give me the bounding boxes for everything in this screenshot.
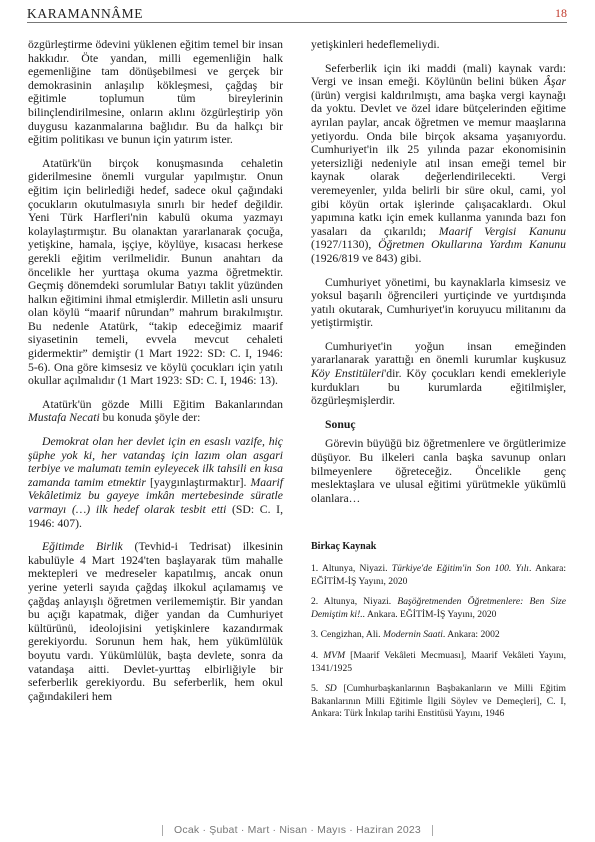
paragraph: yetişkinleri hedeflemeliydi. — [311, 38, 440, 51]
references — [311, 541, 566, 721]
references-heading: Birkaç Kaynak — [311, 541, 377, 553]
reference-item: 5. SD [Cumhurbaşkanlarının Başbakanların ve Milli Eğitim Bakanlarının Milli Eğitimle İlgili Söylev ve Demeçleri], C. I, Ankara: Türk İnkılap tarihi Enstitüsü Yayını, 1946 — [311, 683, 567, 720]
page-footer — [0, 824, 595, 836]
footer-divider — [432, 825, 433, 836]
header-rule — [27, 22, 567, 23]
left-column — [28, 38, 283, 703]
paragraph: Atatürk'ün birçok konuşmasında cehaletin giderilmesine önemli vurgular yapılmıştır. Onun eğitim için belirlediği hedef, sadece okul çağındaki çocukların okutulmasıyla sınırlı bir hedef değildir. Yeni Türk Harfleri'nin kabulü okuma yazmayı kolaylaştırmıştır. Bu olanaktan yararlanarak çocuğa, yetişkine, hamala, işçiye, köylüye, kısacası herkese gerekli eğitim verilmelidir. Bunun anahtarı da öncelikle her yurttaşa okuma yazma öğretmektir. Geçmiş dönemdeki sorumlular Batıyı taklit yüzünden halkın eğitimini ihmal etmişlerdir. Milletin asli unsuru olan köylü “maarif nûrundan” mahrum bırakılmıştır. Bu nedenle Atatürk, “takip edeceğimiz maarif siyasetinin temeli, evvela mevcut cehaleti gidermektir” demiştir (1 Mart 1922: SD: C. I, 1946: 5-6). Ona göre kimsesiz ve köylü çocukları için yatılı okullar açılmalıdır (1 Mart 1923: SD: C. I, 1946: 13). — [28, 156, 283, 388]
reference-item: 3. Cengizhan, Ali. Modernin Saati. Ankara: 2002 — [311, 629, 500, 641]
reference-item: 1. Altunya, Niyazi. Türkiye'de Eğitim'in Son 100. Yılı. Ankara: EĞİTİM-İŞ Yayını, 2020 — [311, 563, 567, 587]
footer-divider — [162, 825, 163, 836]
paragraph: Seferberlik için iki maddi (mali) kaynak vardı: Vergi ve insan emeği. Köylünün belini büken Âşar (ürün) vergisi kaldırılmıştı, ama başka vergi kaynağı da yoktu. Devlet ve özel idare bütçelerinden eğitime ayrılan paylar, ancak öğretmen ve memur maaşlarına yetiyordu. Onda bile birçok aksama yaşanıyordu. Cumhuriyet'in ilk 25 yılında pazar ekonomisinin yetersizliği nedeniyle atıl insan emeği temel bir kaynak olarak değerlendirilecekti. Vergi veremeyenler, yılda belirli bir süre okul, cami, yol gibi köyün ortak işlerinde çalışacaklardı. Okul yapımına katkı için emek kullanma yanında bazı fon yasaları da çıkarıldı; Maarif Vergisi Kanunu (1927/1130), Öğretmen Okullarına Yardım Kanunu (1926/819 ve 843) gibi. — [311, 61, 567, 265]
paragraph: Cumhuriyet yönetimi, bu kaynaklarla kimsesiz ve yoksul başarılı öğrencileri yurtiçinde ve yurtdışında yatılı okutarak, Cumhuriyet'in koruyucu militanını da yetiştirmiştir. — [311, 275, 566, 330]
person-name: Mustafa Necati — [28, 411, 100, 425]
block-quote: Demokrat olan her devlet için en esaslı vazife, hiç şüphe yok ki, her vatandaş için lazım olan asgari terbiye ve malumatı temin eyleyecek ilk tahsili en kısa zamanda tamim etmektir [yaygınlaştırmaktır]. Maarif Vekâletimiz bu gayeye imkân mertebesinde süratle varmayı (…) ilk hedef olarak tesbit etti (SD: C. I, 1946: 407). — [28, 435, 283, 530]
magazine-title: KARAMANNÂME — [27, 6, 144, 21]
paragraph: Cumhuriyet'in yoğun insan emeğinden yararlanarak yarattığı en önemli kurumlar kuşkusuz Köy Enstitüleri'dir. Köy çocukları kendi emekleriyle kurdukları bu kurumlarda eğitilmişler, özgürleşmişlerdir. — [311, 339, 566, 408]
reference-item: 4. MVM [Maarif Vekâleti Mecmuası], Maarif Vekâleti Yayını, 1341/1925 — [311, 649, 567, 674]
reference-item: 2. Altunya, Niyazi. Başöğretmenden Öğretmenlere: Ben Size Demiştim ki!.. Ankara. EĞİTİM-İŞ Yayını, 2020 — [311, 596, 566, 620]
paragraph: özgürleştirme ödevini yüklenen eğitim temel bir insan hakkıdır. Öte yandan, milli egemenliğin halk egemenliğine tam dönüşebilmesi ve gerçek bir demokrasinin anlaşılıp kökleşmesi, çağdaş bir eğitimle toplumun tüm bireylerinin bilinçlendirilmesine, onların aklını özgürleştirip yön duygusu kazanmalarına bağlıdır. Bu da halkçı bir eğitim politikası ve bunun için yatırım ister. — [28, 38, 283, 147]
paragraph: Eğitimde Birlik (Tevhid-i Tedrisat) ilkesinin kabulüyle 4 Mart 1924'ten başlayarak tüm mahalle mektepleri ve medreseler kapatılmış, ancak onun yerine yeterli sayıda çağdaş ilkokul açılamamış ve çağdaş anlayışlı öğretmen verilememiştir. Bir yandan bu açığı kapatmak, diğer yandan da Cumhuriyet kültürünü, ideolojisini yetişkinlere kazandırmak gerekiyordu. Sorunun hem hak, hem yükümlülük boyutu vardı. Yükümlülük, başta devlete, sonra da vatandaşa aitti. Devlet-yurttaş elbirliğiyle bir seferberlik gerekiyordu. Bu seferberlik, hem okul çağındakileri hem — [28, 540, 284, 703]
paragraph: Görevin büyüğü biz öğretmenlere ve örgütlerimize düşüyor. Bu ilkeleri canla başka savunup onları bilmeyenlere öğreteceğiz. Öncelikle genç meslektaşlara ve ulusal eğitimi yürütmekle yükümlü olanlara… — [311, 437, 566, 505]
footer-months: Ocak · Şubat · Mart · Nisan · Mayıs · Haziran — [174, 824, 394, 836]
principle-name: Eğitimde Birlik — [42, 540, 123, 554]
paragraph: Atatürk'ün gözde Milli Eğitim Bakanlarından Mustafa Necati bu konuda şöyle der: — [28, 397, 283, 425]
footer-year: 2023 — [396, 824, 421, 836]
right-column — [311, 38, 566, 729]
page-number: 18 — [555, 6, 567, 20]
section-heading: Sonuç — [325, 417, 356, 431]
